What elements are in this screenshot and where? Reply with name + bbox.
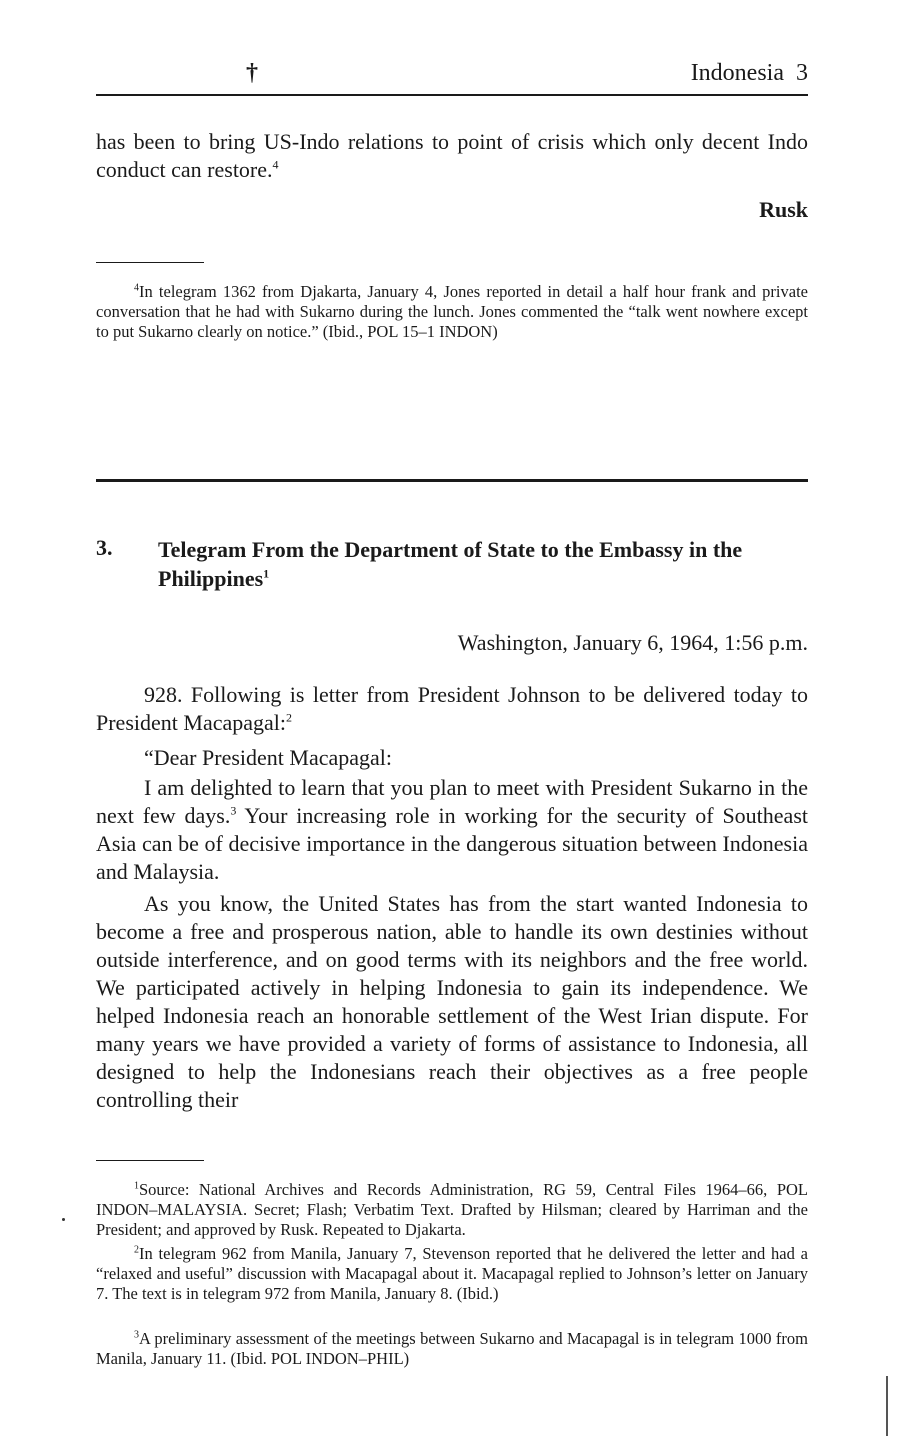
footnote-1-marker: 1 [134,1180,139,1192]
running-header [96,58,808,94]
page-number: 3 [796,60,808,86]
paragraph-as-you-know: As you know, the United States has from the start wanted Indonesia to become a free and prosperous nation, able to handle its own destinies without outside interference, and on good terms with its neighbors and the free world. We participated actively in helping Indonesia to gain its independence. We helped Indonesia reach an honorable settlement of the West Irian dispute. For many years we have provided a variety of forms of assistance to Indonesia, all designed to help the Indonesians reach their objectives as a free people controlling their [96,891,808,1112]
footnote-rule-bottom [96,1160,204,1161]
footnote-2-marker: 2 [134,1244,139,1256]
running-title [691,60,808,87]
document-title-text: Telegram From the Department of State to the Embassy in the Philippines [158,537,743,591]
footnote-4-marker: 4 [134,282,139,294]
paragraph-928-text: 928. Following is letter from President Johnson to be delivered today to President Macapagal: [96,682,808,735]
running-title-text: Indonesia [690,60,784,86]
paragraph-928 [96,681,808,737]
footnote-ref-4: 4 [272,157,279,172]
footnote-2 [96,1244,808,1304]
footnote-ref-2: 2 [286,710,292,725]
header-rule [96,94,808,96]
dateline: Washington, January 6, 1964, 1:56 p.m. [457,630,808,655]
footnote-1-text: Source: National Archives and Records Administration, RG 59, Central Files 1964–66, POL INDON–MALAYSIA. Secret; Flash; Verbatim Text. Drafted by Hilsman; cleared by Harriman and the President; and approved by Rusk. Repeated to Djakarta. [96,1180,808,1239]
footnote-4 [96,282,808,342]
footnote-rule-top [96,262,204,263]
paragraph-delighted-text-a: I am delighted to learn that you plan to meet with President Sukarno in the next few days. [96,775,808,828]
salutation: “Dear President Macapagal: [144,745,392,770]
footnote-1 [96,1180,808,1240]
footnote-3-text: A preliminary assessment of the meetings between Sukarno and Macapagal is in telegram 1000 from Manila, January 11. (Ibid. POL INDON–PHIL) [96,1329,808,1368]
continuation-text: has been to bring US-Indo relations to point of crisis which only decent Indo conduct can restore. [96,129,808,182]
footnote-2-text: In telegram 962 from Manila, January 7, Stevenson reported that he delivered the letter and had a “relaxed and useful” discussion with Macapagal about it. Macapagal replied to Johnson’s letter on January 7. The text is in telegram 972 from Manila, January 8. (Ibid.) [96,1244,808,1303]
footnote-4-text: In telegram 1362 from Djakarta, January 4, Jones reported in detail a half hour frank and private conversation that he had with Sukarno during the lunch. Jones commented the “talk went nowhere except to put Sukarno clearly on notice.” (Ibid., POL 15–1 INDON) [96,282,808,341]
paragraph-delighted [96,774,808,886]
document-number: 3. [96,535,113,560]
signature: Rusk [759,197,808,222]
footnote-3 [96,1329,808,1369]
continuation-paragraph [96,128,808,184]
paragraph-delighted-text-b: Your increasing role in working for the security of Southeast Asia can be of decisive importance in the dangerous situation between Indonesia and Malaysia. [96,803,808,884]
section-divider [96,479,808,482]
footnote-ref-1: 1 [263,566,270,581]
scan-speck [62,1218,65,1221]
footnote-ref-3: 3 [230,803,237,818]
scan-edge-line [886,1376,888,1436]
footnote-3-marker: 3 [134,1329,139,1341]
document-title [158,535,798,593]
header-dagger-mark: † [246,60,258,86]
